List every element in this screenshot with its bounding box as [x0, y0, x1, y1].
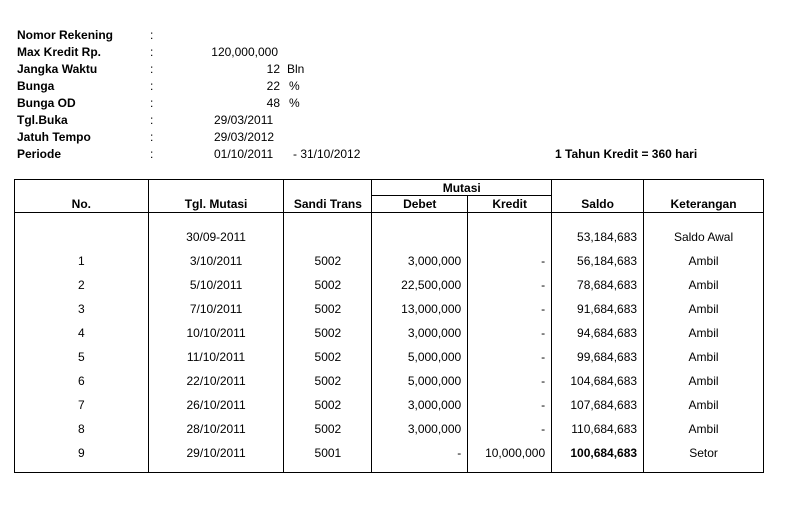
tgl-buka-value: 29/03/2011	[214, 113, 274, 127]
tgl-buka-label: Tgl.Buka	[17, 113, 68, 127]
col-header-keterangan: Keterangan	[644, 180, 764, 213]
table-cell-sandi: 5002	[284, 417, 372, 441]
table-row	[15, 345, 764, 369]
table-cell-tgl: 29/10/2011	[148, 441, 284, 465]
jangka-waktu-unit: Bln	[287, 62, 305, 76]
periode-label: Periode	[17, 147, 62, 161]
periode-start: 01/10/2011	[214, 147, 274, 161]
table-cell-no: 2	[15, 273, 149, 297]
table-cell-debet: 5,000,000	[372, 345, 468, 369]
bunga-od-label: Bunga OD	[17, 96, 76, 110]
table-cell-sandi: 5002	[284, 345, 372, 369]
table-cell-keterangan: Ambil	[644, 345, 764, 369]
jangka-waktu-label: Jangka Waktu	[17, 62, 98, 76]
table-cell-kredit: -	[468, 369, 552, 393]
col-header-saldo: Saldo	[552, 180, 644, 213]
bunga-value: 22	[266, 79, 280, 93]
spacer-row	[15, 213, 764, 225]
table-cell-sandi	[284, 225, 372, 249]
table-cell-kredit: -	[468, 417, 552, 441]
table-cell-keterangan: Setor	[644, 441, 764, 465]
table-cell-kredit: -	[468, 249, 552, 273]
table-cell-keterangan: Ambil	[644, 297, 764, 321]
table-cell-sandi: 5002	[284, 393, 372, 417]
table-cell-tgl: 5/10/2011	[148, 273, 284, 297]
jatuh-tempo-value: 29/03/2012	[214, 130, 275, 144]
table-cell-debet: 3,000,000	[372, 249, 468, 273]
table-cell-sandi: 5001	[284, 441, 372, 465]
table-row	[15, 393, 764, 417]
table-cell-debet: 3,000,000	[372, 321, 468, 345]
table-cell-no: 1	[15, 249, 149, 273]
kredit-year-note: 1 Tahun Kredit = 360 hari	[555, 147, 698, 161]
table-cell-sandi: 5002	[284, 297, 372, 321]
table-cell-saldo: 100,684,683	[552, 441, 644, 465]
table-cell-debet: 22,500,000	[372, 273, 468, 297]
bunga-label: Bunga	[17, 79, 55, 93]
table-cell-no: 6	[15, 369, 149, 393]
col-header-sandi-trans: Sandi Trans	[284, 180, 372, 213]
table-cell-keterangan: Ambil	[644, 321, 764, 345]
col-header-tgl-mutasi: Tgl. Mutasi	[148, 180, 284, 213]
bunga-od-unit: %	[289, 96, 300, 110]
table-cell-keterangan: Ambil	[644, 369, 764, 393]
table-cell-tgl: 28/10/2011	[148, 417, 284, 441]
table-cell-saldo: 78,684,683	[552, 273, 644, 297]
table-cell-kredit: -	[468, 321, 552, 345]
table-cell-saldo: 107,684,683	[552, 393, 644, 417]
table-cell-saldo: 56,184,683	[552, 249, 644, 273]
table-cell-no: 3	[15, 297, 149, 321]
table-row	[15, 441, 764, 465]
bunga-od-value: 48	[266, 96, 280, 110]
table-cell-no: 5	[15, 345, 149, 369]
jangka-waktu-value: 12	[266, 62, 280, 76]
table-cell-no: 8	[15, 417, 149, 441]
mutation-table	[14, 179, 764, 473]
periode-colon: :	[150, 147, 154, 161]
table-cell-tgl: 7/10/2011	[148, 297, 284, 321]
table-cell-tgl: 22/10/2011	[148, 369, 284, 393]
table-row	[15, 249, 764, 273]
table-footer-row	[15, 465, 764, 473]
table-cell-debet: 5,000,000	[372, 369, 468, 393]
table-cell-keterangan: Ambil	[644, 273, 764, 297]
table-row	[15, 225, 764, 249]
nomor-rekening-label: Nomor Rekening	[17, 28, 114, 42]
table-cell-debet: 3,000,000	[372, 393, 468, 417]
table-cell-debet: 3,000,000	[372, 417, 468, 441]
table-cell-keterangan: Saldo Awal	[644, 225, 764, 249]
table-cell-tgl: 3/10/2011	[148, 249, 284, 273]
table-cell-tgl: 30/09-2011	[148, 225, 284, 249]
table-cell-tgl: 11/10/2011	[148, 345, 284, 369]
table-row	[15, 417, 764, 441]
max-kredit-colon: :	[150, 45, 154, 59]
tgl-buka-colon: :	[150, 113, 154, 127]
table-cell-keterangan: Ambil	[644, 249, 764, 273]
table-cell-debet	[372, 225, 468, 249]
bunga-unit: %	[289, 79, 300, 93]
table-row	[15, 273, 764, 297]
table-row	[15, 369, 764, 393]
table-cell-kredit	[468, 225, 552, 249]
table-cell-sandi: 5002	[284, 273, 372, 297]
max-kredit-label: Max Kredit Rp.	[17, 45, 102, 59]
table-cell-tgl: 26/10/2011	[148, 393, 284, 417]
table-cell-saldo: 53,184,683	[552, 225, 644, 249]
bunga-od-colon: :	[150, 96, 154, 110]
max-kredit-value: 120,000,000	[211, 45, 278, 59]
table-row	[15, 297, 764, 321]
table-cell-no: 9	[15, 441, 149, 465]
table-cell-sandi: 5002	[284, 321, 372, 345]
table-cell-kredit: -	[468, 393, 552, 417]
jatuh-tempo-label: Jatuh Tempo	[17, 130, 91, 144]
table-cell-kredit: 10,000,000	[468, 441, 552, 465]
bunga-colon: :	[150, 79, 154, 93]
table-cell-keterangan: Ambil	[644, 417, 764, 441]
table-cell-keterangan: Ambil	[644, 393, 764, 417]
jatuh-tempo-colon: :	[150, 130, 154, 144]
table-cell-kredit: -	[468, 345, 552, 369]
table-cell-no	[15, 225, 149, 249]
table-cell-saldo: 94,684,683	[552, 321, 644, 345]
col-header-debet: Debet	[372, 196, 468, 213]
table-cell-sandi: 5002	[284, 249, 372, 273]
table-cell-kredit: -	[468, 273, 552, 297]
periode-end: - 31/10/2012	[293, 147, 361, 161]
nomor-rekening-colon: :	[150, 28, 154, 42]
table-cell-saldo: 91,684,683	[552, 297, 644, 321]
table-cell-debet: -	[372, 441, 468, 465]
table-body	[15, 213, 764, 473]
jangka-waktu-colon: :	[150, 62, 154, 76]
table-cell-saldo: 110,684,683	[552, 417, 644, 441]
table-cell-sandi: 5002	[284, 369, 372, 393]
table-cell-no: 7	[15, 393, 149, 417]
table-cell-no: 4	[15, 321, 149, 345]
col-header-mutasi: Mutasi	[372, 180, 552, 196]
table-cell-tgl: 10/10/2011	[148, 321, 284, 345]
col-header-kredit: Kredit	[468, 196, 552, 213]
table-cell-saldo: 104,684,683	[552, 369, 644, 393]
table-row	[15, 321, 764, 345]
table-cell-kredit: -	[468, 297, 552, 321]
table-cell-debet: 13,000,000	[372, 297, 468, 321]
table-cell-saldo: 99,684,683	[552, 345, 644, 369]
col-header-no: No.	[15, 180, 149, 213]
